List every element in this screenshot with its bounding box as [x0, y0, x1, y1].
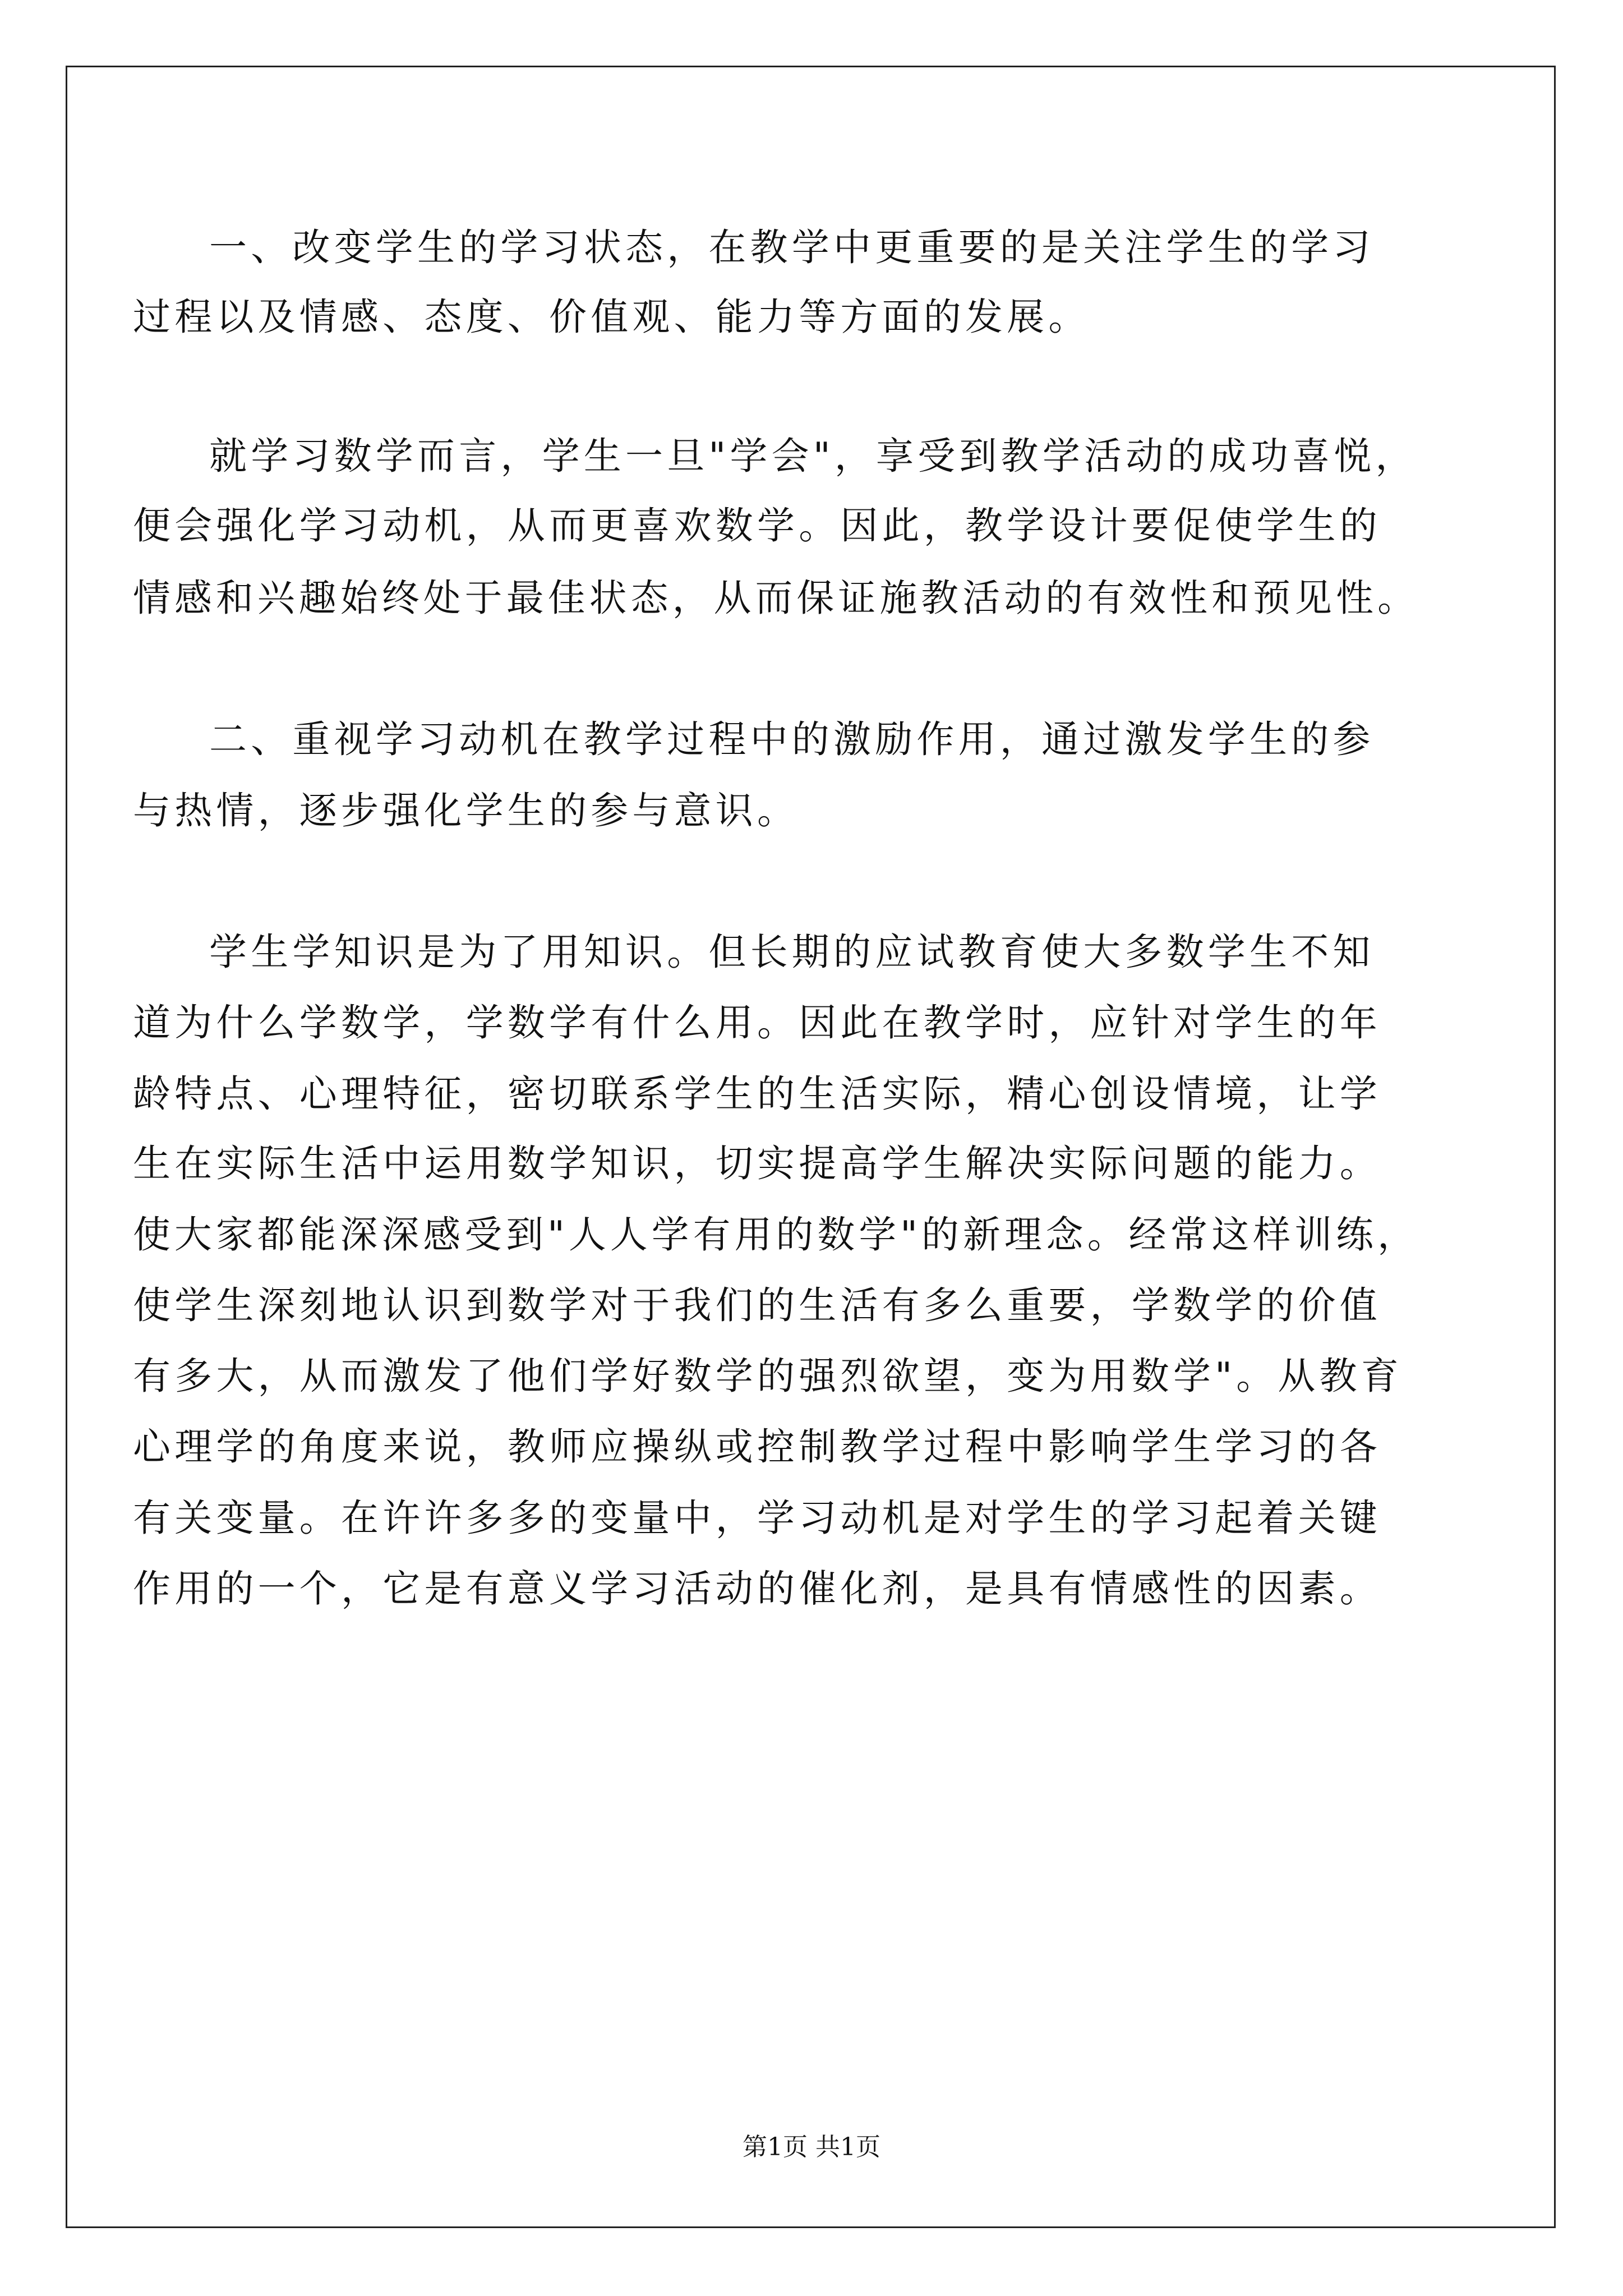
line-12: 使大家都能深深感受到"人人学有用的数学"的新理念。经常这样训练，	[133, 1213, 1419, 1257]
line-10: 龄特点、心理特征，密切联系学生的生活实际，精心创设情境，让学	[133, 1072, 1381, 1116]
line-17: 作用的一个，它是有意义学习活动的催化剂，是具有情感性的因素。	[133, 1567, 1381, 1611]
line-14: 有多大，从而激发了他们学好数学的强烈欲望，变为用数学"。从教育	[133, 1354, 1403, 1398]
line-4: 便会强化学习动机，从而更喜欢数学。因此，教学设计要促使学生的	[133, 504, 1381, 547]
line-9: 道为什么学数学，学数学有什么用。因此在教学时，应针对学生的年	[133, 1001, 1381, 1045]
line-16: 有关变量。在许许多多的变量中，学习动机是对学生的学习起着关键	[133, 1496, 1381, 1540]
line-8: 学生学知识是为了用知识。但长期的应试教育使大多数学生不知	[209, 930, 1375, 974]
page-number-footer: 第1页 共1页	[743, 2133, 880, 2161]
line-6: 二、重视学习动机在教学过程中的激励作用，通过激发学生的参	[209, 717, 1375, 761]
line-5: 情感和兴趣始终处于最佳状态，从而保证施教活动的有效性和预见性。	[133, 576, 1419, 620]
line-3: 就学习数学而言，学生一旦"学会"，享受到教学活动的成功喜悦，	[209, 434, 1417, 478]
line-2: 过程以及情感、态度、价值观、能力等方面的发展。	[133, 295, 1090, 339]
line-1: 一、改变学生的学习状态，在教学中更重要的是关注学生的学习	[209, 226, 1375, 269]
line-13: 使学生深刻地认识到数学对于我们的生活有多么重要，学数学的价值	[133, 1283, 1381, 1327]
line-11: 生在实际生活中运用数学知识，切实提高学生解决实际问题的能力。	[133, 1142, 1381, 1185]
line-7: 与热情，逐步强化学生的参与意识。	[133, 789, 799, 832]
line-15: 心理学的角度来说，教师应操纵或控制教学过程中影响学生学习的各	[133, 1425, 1381, 1469]
